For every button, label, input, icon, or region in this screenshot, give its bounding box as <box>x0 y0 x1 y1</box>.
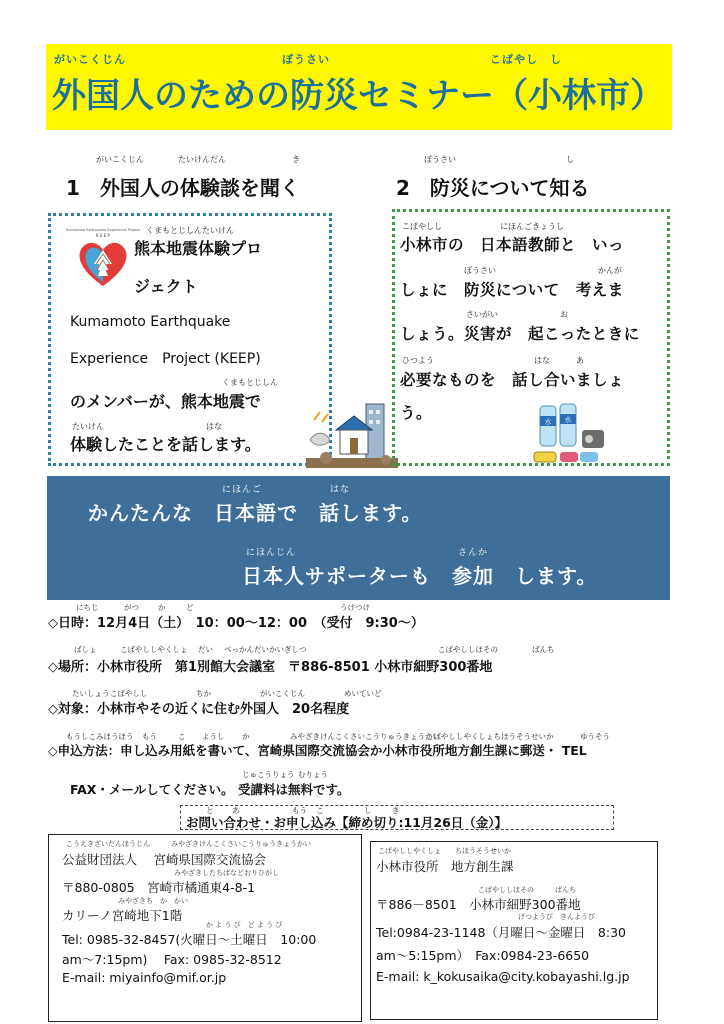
contact-email[interactable]: E-mail: miyainfo@mif.or.jp <box>62 970 227 985</box>
info-furigana: か <box>242 732 250 741</box>
info-furigana: たいしょう <box>72 689 110 698</box>
section2-furigana: し <box>566 155 574 164</box>
project-furigana: くまもとじしんたいけん <box>146 226 234 235</box>
body-furigana: はな <box>206 422 222 431</box>
contact-furigana: こばやししやくしょ ちほうそうせいか <box>378 847 511 855</box>
info-furigana: じゅこうりょう <box>242 770 295 779</box>
info-furigana: がつ <box>124 603 139 612</box>
info-furigana: もう <box>292 806 307 815</box>
page-title: 外国人のための防災セミナー（小林市） <box>52 76 664 116</box>
body-furigana: ひつよう <box>402 356 434 365</box>
body-furigana: お <box>560 310 568 319</box>
contact-address: 〒886－8501 小林市細野300番地 <box>376 897 581 912</box>
info-furigana: あ <box>232 806 240 815</box>
info-furigana: ど <box>186 603 194 612</box>
body-furigana: こばやしし <box>402 222 442 231</box>
info-furigana: もう <box>142 732 157 741</box>
svg-text:水: 水 <box>544 418 552 426</box>
section2-furigana: ぼうさい <box>424 155 456 164</box>
project-name-en-line2: Experience Project (KEEP) <box>70 351 261 367</box>
section1-furigana: き <box>292 155 300 164</box>
info-furigana: にちじ <box>76 603 99 612</box>
project-name-line1: 熊本地震体験プロ <box>134 239 263 258</box>
learn-text-line2: しょに 防災について 考えま <box>400 281 624 299</box>
body-furigana: にほんごきょうし <box>500 222 564 231</box>
banner-line1: かんたんな 日本語で 話します。 <box>88 501 423 525</box>
deadline-text: お問い合わせ・お申し込み【締め切り:11月26日（金）】 <box>186 815 508 830</box>
banner-furigana: さんか <box>458 548 489 558</box>
learn-text-line1: 小林市の 日本語教師と いっ <box>400 236 625 254</box>
body-furigana: たいけん <box>72 422 104 431</box>
info-furigana: むりょう <box>298 770 328 779</box>
contact-furigana: こうえきざいだんほうじん みやざきけんこくさいこうりゅうきょうかい <box>66 840 311 848</box>
contact-org: 公益財団法人 宮崎県国際交流協会 <box>62 852 266 867</box>
info-furigana: べっかんだいかいぎしつ <box>224 645 307 654</box>
body-furigana: はな <box>534 356 550 365</box>
info-place: ◇場所：小林市役所 第1別館大会議室 〒886-8501 小林市細野300番地 <box>48 660 493 675</box>
info-apply-line1: ◇申込方法：申し込み用紙を書いて、宮崎県国際交流協会か小林市役所地方創生課に郵送・ TEL <box>48 743 587 758</box>
info-furigana: もうしこみほうほう <box>66 732 134 741</box>
banner-furigana: はな <box>330 485 351 495</box>
info-furigana: ばんち <box>532 645 555 654</box>
info-furigana: ようし <box>202 732 225 741</box>
damaged-house-icon <box>306 400 398 468</box>
info-furigana: ばしょ <box>74 645 97 654</box>
banner-furigana: にほんご <box>222 485 263 495</box>
body-furigana: くまもとじしん <box>222 378 278 387</box>
contact-address: 〒880-0805 宮崎市橘通東4-8-1 <box>62 880 256 895</box>
section2-heading: 2 防災について知る <box>396 176 590 200</box>
contact-furigana: みやざきち か かい <box>118 897 188 905</box>
info-furigana: だい <box>198 645 213 654</box>
info-furigana: うけつけ <box>340 603 370 612</box>
learn-text-line4: 必要なものを 話し合いましょ <box>400 371 625 389</box>
info-furigana: めいていど <box>344 689 382 698</box>
contact-address-building: カリーノ宮崎地下1階 <box>62 908 183 923</box>
title-furigana: がいこくじん <box>54 53 126 66</box>
contact-tel: Tel:0984-23-1148（月曜日～金曜日 8:30 <box>376 925 627 940</box>
info-furigana: こばやしし <box>110 689 148 698</box>
info-furigana: こ <box>178 732 186 741</box>
info-furigana: こ <box>316 806 324 815</box>
info-furigana: こばやししやくしょ <box>120 645 188 654</box>
contact-furigana: みやざきしたちばなどおりひがし <box>174 869 279 877</box>
body-furigana: さいがい <box>466 310 498 319</box>
info-target: ◇対象：小林市やその近くに住む外国人 20名程度 <box>48 702 350 717</box>
info-furigana: こばやししやくしょちほうそうせいか <box>426 732 554 741</box>
svg-text:K E E P: K E E P <box>96 233 110 238</box>
info-furigana: と <box>206 806 214 815</box>
info-furigana: がいこくじん <box>260 689 305 698</box>
emergency-supplies-icon <box>532 400 612 468</box>
body-furigana: あ <box>576 356 584 365</box>
section1-heading: 1 外国人の体験談を聞く <box>66 176 300 200</box>
body-furigana: かんが <box>598 266 622 275</box>
keep-logo-icon <box>66 226 140 290</box>
svg-text:水: 水 <box>564 416 572 424</box>
banner-line2: 日本人サポーターも 参加 します。 <box>242 564 598 588</box>
section1-furigana: がいこくじん <box>96 155 144 164</box>
info-furigana: みやざきけんこくさいこうりゅうきょうかい <box>290 732 440 741</box>
svg-text:Kumamoto Earthquake Experience: Kumamoto Earthquake Experience Project <box>66 228 140 232</box>
contact-furigana: こばやししほその ばんち <box>478 886 576 894</box>
project-name-line2: ジェクト <box>134 277 198 296</box>
experience-text-line1: のメンバーが、熊本地震で <box>70 392 261 411</box>
title-furigana: こばやし し <box>490 53 562 66</box>
project-name-en-line1: Kumamoto Earthquake <box>70 314 231 330</box>
info-date: ◇日時：12月4日（土） 10：00～12：00 （受付 9:30～） <box>48 616 424 631</box>
contact-furigana: か よ う び ど よ う び <box>206 921 283 929</box>
contact-org: 小林市役所 地方創生課 <box>376 859 514 874</box>
body-furigana: ぼうさい <box>464 266 496 275</box>
info-furigana: き <box>392 806 400 815</box>
info-furigana: か <box>158 603 166 612</box>
banner-furigana: にほんじん <box>246 548 297 558</box>
info-apply-line2: FAX・メールしてください。 受講料は無料です。 <box>70 782 350 797</box>
section1-furigana: たいけんだん <box>178 155 226 164</box>
contact-furigana: げつようび きんようび <box>518 913 595 921</box>
title-furigana: ぼうさい <box>282 53 330 66</box>
learn-text-line5: う。 <box>400 404 433 422</box>
info-furigana: し <box>364 806 372 815</box>
experience-text-line2: 体験したことを話します。 <box>70 435 261 454</box>
info-furigana: こばやししほその <box>438 645 498 654</box>
contact-hours-fax: am～7:15pm) Fax: 0985-32-8512 <box>62 952 282 967</box>
info-furigana: ゆうそう <box>580 732 610 741</box>
contact-hours-fax: am～5:15pm） Fax:0984-23-6650 <box>376 948 590 963</box>
contact-tel: Tel: 0985-32-8457(火曜日～土曜日 10:00 <box>62 932 317 947</box>
learn-text-line3: しょう。災害が 起こったときに <box>400 325 640 343</box>
contact-email[interactable]: E-mail: k_kokusaika@city.kobayashi.lg.jp <box>376 969 630 984</box>
info-furigana: ちか <box>196 689 211 698</box>
